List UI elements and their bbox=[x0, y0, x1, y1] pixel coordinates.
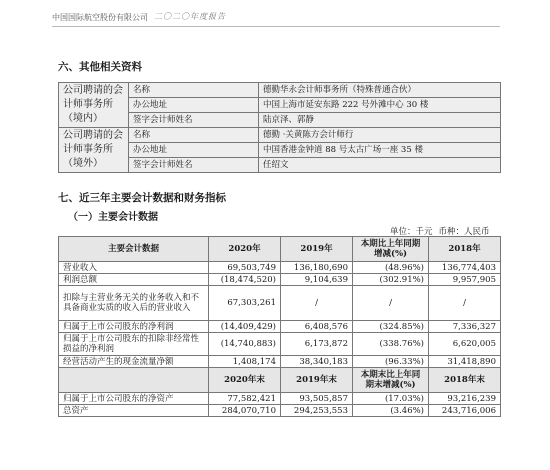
value-2018: 136,774,403 bbox=[429, 262, 501, 274]
change-pct: (324.85%) bbox=[353, 321, 429, 333]
table-row bbox=[59, 262, 501, 274]
value-2019: 6,173,872 bbox=[281, 333, 353, 356]
value-2020: 1,408,174 bbox=[209, 356, 281, 368]
company-name: 中国国际航空股份有限公司 bbox=[52, 13, 148, 22]
value-2020: (18,474,520) bbox=[209, 274, 281, 286]
value-2020: 77,582,421 bbox=[209, 393, 281, 405]
field-label: 办公地址 bbox=[129, 143, 259, 158]
field-label: 名称 bbox=[129, 128, 259, 143]
column-header: 2019年 bbox=[281, 237, 353, 262]
currency-label: 币种：人民币 bbox=[438, 227, 490, 237]
field-label: 签字会计师姓名 bbox=[129, 158, 259, 173]
value-2019: 6,408,576 bbox=[281, 321, 353, 333]
overseas-auditor-label: 公司聘请的会计师事务所（境外） bbox=[59, 128, 129, 173]
value-2019: 294,253,553 bbox=[281, 405, 353, 417]
row-label: 利润总额 bbox=[59, 274, 209, 286]
financial-data-table bbox=[58, 236, 501, 417]
table-row bbox=[59, 83, 501, 98]
row-label: 扣除与主营业务无关的业务收入和不具备商业实质的收入后的营业收入 bbox=[59, 286, 209, 321]
change-pct: (338.76%) bbox=[353, 333, 429, 356]
change-pct: (48.96%) bbox=[353, 262, 429, 274]
table-row bbox=[59, 274, 501, 286]
change-pct: (3.46%) bbox=[353, 405, 429, 417]
column-header: 2020年 bbox=[209, 237, 281, 262]
section-7-title: 七、近三年主要会计数据和财务指标 bbox=[58, 192, 226, 204]
field-value: 德勤 ·关黄陈方会计师行 bbox=[259, 128, 501, 143]
table-header-row bbox=[59, 237, 501, 262]
column-header: 2018年末 bbox=[429, 368, 501, 393]
row-label: 经营活动产生的现金流量净额 bbox=[59, 356, 209, 368]
change-pct: (302.91%) bbox=[353, 274, 429, 286]
auditor-table bbox=[58, 82, 501, 173]
value-2019: 136,180,690 bbox=[281, 262, 353, 274]
value-2020: 67,303,261 bbox=[209, 286, 281, 321]
table-row bbox=[59, 321, 501, 333]
field-value: 陆京泽、郭静 bbox=[259, 113, 501, 128]
column-header: 2019年末 bbox=[281, 368, 353, 393]
value-2019: 38,340,183 bbox=[281, 356, 353, 368]
table-row bbox=[59, 333, 501, 356]
page-header bbox=[52, 10, 500, 27]
field-label: 名称 bbox=[129, 83, 259, 98]
column-header bbox=[59, 368, 209, 393]
row-label: 归属于上市公司股东的净利润 bbox=[59, 321, 209, 333]
field-value: 中国上海市延安东路 222 号外滩中心 30 楼 bbox=[259, 98, 501, 113]
column-header: 本期末比上年同期末增减(%) bbox=[353, 368, 429, 393]
field-label: 签字会计师姓名 bbox=[129, 113, 259, 128]
domestic-auditor-label: 公司聘请的会计师事务所（境内） bbox=[59, 83, 129, 128]
change-pct: (96.33%) bbox=[353, 356, 429, 368]
column-header: 2018年 bbox=[429, 237, 501, 262]
section-7-subtitle: （一）主要会计数据 bbox=[68, 212, 158, 223]
table-row bbox=[59, 286, 501, 321]
value-2020: 284,070,710 bbox=[209, 405, 281, 417]
row-label: 营业收入 bbox=[59, 262, 209, 274]
change-pct: / bbox=[353, 286, 429, 321]
field-value: 任绍文 bbox=[259, 158, 501, 173]
value-2018: 7,336,327 bbox=[429, 321, 501, 333]
value-2018: / bbox=[429, 286, 501, 321]
table-header-row bbox=[59, 368, 501, 393]
unit-label: 单位：千元 bbox=[390, 227, 433, 237]
field-value: 德勤华永会计师事务所（特殊普通合伙） bbox=[259, 83, 501, 98]
row-label: 总资产 bbox=[59, 405, 209, 417]
value-2018: 243,716,006 bbox=[429, 405, 501, 417]
value-2019: 93,505,857 bbox=[281, 393, 353, 405]
row-label: 归属于上市公司股东的净资产 bbox=[59, 393, 209, 405]
value-2018: 93,216,239 bbox=[429, 393, 501, 405]
column-header: 主要会计数据 bbox=[59, 237, 209, 262]
section-6-title: 六、其他相关资料 bbox=[58, 61, 142, 73]
table-row bbox=[59, 393, 501, 405]
table-row bbox=[59, 405, 501, 417]
value-2018: 31,418,890 bbox=[429, 356, 501, 368]
change-pct: (17.03%) bbox=[353, 393, 429, 405]
field-label: 办公地址 bbox=[129, 98, 259, 113]
field-value: 中国香港金钟道 88 号太古广场一座 35 楼 bbox=[259, 143, 501, 158]
table-row bbox=[59, 128, 501, 143]
value-2020: 69,503,749 bbox=[209, 262, 281, 274]
value-2019: 9,104,639 bbox=[281, 274, 353, 286]
row-label: 归属于上市公司股东的扣除非经常性损益的净利润 bbox=[59, 333, 209, 356]
value-2020: (14,409,429) bbox=[209, 321, 281, 333]
column-header: 2020年末 bbox=[209, 368, 281, 393]
value-2018: 6,620,005 bbox=[429, 333, 501, 356]
value-2020: (14,740,883) bbox=[209, 333, 281, 356]
table-row bbox=[59, 356, 501, 368]
value-2019: / bbox=[281, 286, 353, 321]
value-2018: 9,957,905 bbox=[429, 274, 501, 286]
report-title: 二〇二〇年度报告 bbox=[154, 12, 226, 21]
column-header: 本期比上年同期增减(%) bbox=[353, 237, 429, 262]
